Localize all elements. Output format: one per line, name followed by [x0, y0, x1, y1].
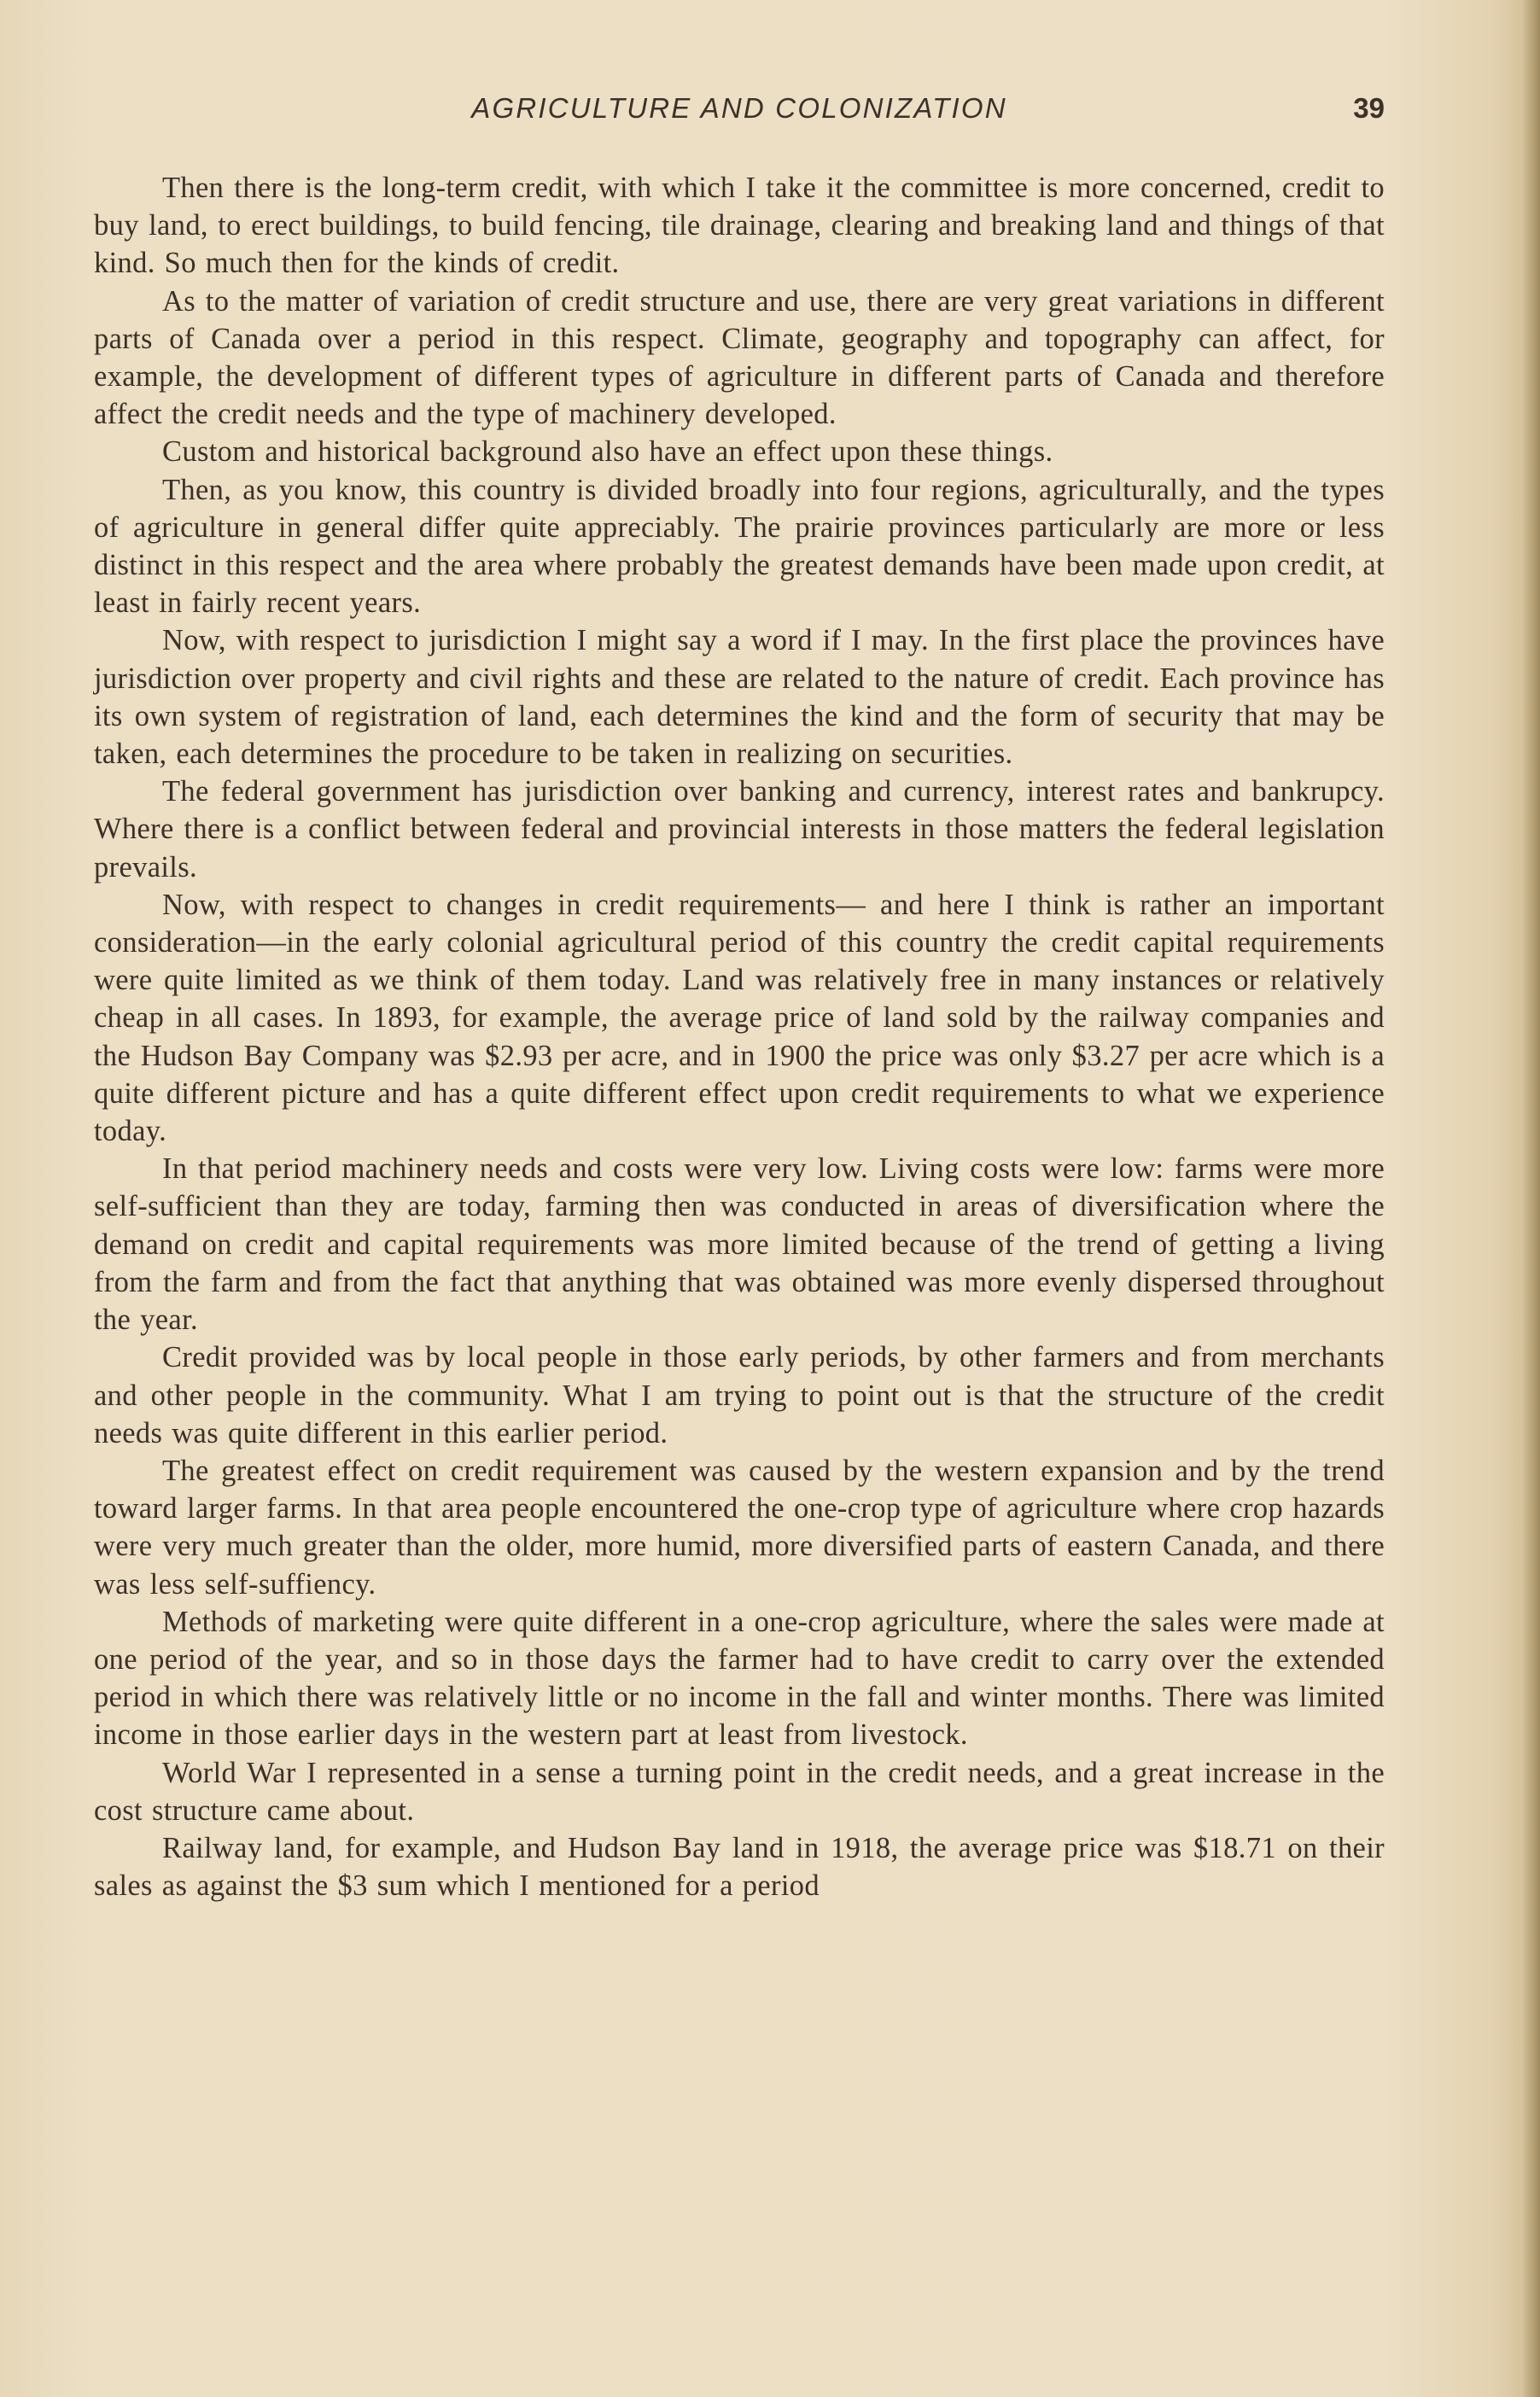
- paragraph: The greatest effect on credit requirement was caused by the western expansion and by the trend toward larger farms. In that area people encountered the one-crop type of agriculture where crop hazards were very much greater than the older, more humid, more diversified parts of eastern Canada, and there was less self-suffiency.: [94, 1454, 1385, 1601]
- page-header: [94, 92, 1385, 135]
- running-title: AGRICULTURE AND COLONIZATION: [471, 92, 1007, 124]
- paragraph: Now, with respect to changes in credit requirements— and here I think is rather an important consideration—in the early colonial agricultural period of this country the credit capital requirements were quite limited as we think of them today. Land was relatively free in many instances or relatively cheap in all cases. In 1893, for example, the average price of land sold by the railway companies and the Hudson Bay Company was $2.93 per acre, and in 1900 the price was only $3.27 per acre which is a quite different picture and has a quite different effect upon credit requirements to what we experience today.: [94, 888, 1385, 1148]
- paragraph: Custom and historical background also have an effect upon these things.: [162, 435, 1053, 469]
- paragraph: As to the matter of variation of credit structure and use, there are very great variations in different parts of Canada over a period in this respect. Climate, geography and topography can affect, for example, the development of different types of agriculture in different parts of Canada and therefore affect the credit needs and the type of machinery developed.: [94, 284, 1385, 431]
- paragraph: The federal government has jurisdiction over banking and currency, interest rates and bankrupcy. Where there is a conflict between federal and provincial interests in those matters the federal legislation prevails.: [94, 775, 1385, 884]
- page-edge-shadow: [1521, 0, 1540, 2397]
- page-number: 39: [1353, 92, 1385, 124]
- paragraph: Then, as you know, this country is divided broadly into four regions, agriculturally, and the types of agriculture in general differ quite appreciably. The prairie provinces particularly are more or less distinct in this respect and the area where probably the greatest demands have been made upon credit, at least in fairly recent years.: [94, 473, 1385, 620]
- body-text: [94, 169, 1385, 1904]
- paragraph: Then there is the long-term credit, with which I take it the committee is more concerned, credit to buy land, to erect buildings, to build fencing, tile drainage, clearing and breaking land and things of that kind. So much then for the kinds of credit.: [94, 172, 1385, 280]
- paragraph: Now, with respect to jurisdiction I might say a word if I may. In the first place the provinces have jurisdiction over property and civil rights and these are related to the nature of credit. Each province has its own system of registration of land, each determines the kind and the form of security that may be taken, each determines the procedure to be taken in realizing on securities.: [94, 624, 1385, 771]
- paragraph: World War I represented in a sense a turning point in the credit needs, and a great increase in the cost structure came about.: [94, 1756, 1385, 1827]
- paragraph: Credit provided was by local people in those early periods, by other farmers and from merchants and other people in the community. What I am trying to point out is that the structure of the credit needs was quite different in this earlier period.: [94, 1341, 1385, 1449]
- paragraph: Methods of marketing were quite different in a one-crop agriculture, where the sales were made at one period of the year, and so in those days the farmer had to have credit to carry over the extended period in which there was relatively little or no income in the fall and winter months. There was limited income in those earlier days in the western part at least from livestock.: [94, 1605, 1385, 1752]
- paragraph: In that period machinery needs and costs were very low. Living costs were low: farms were more self-sufficient than they are today, farming then was conducted in areas of diversification where the demand on credit and capital requirements was more limited because of the trend of getting a living from the farm and from the fact that anything that was obtained was more evenly dispersed throughout the year.: [94, 1152, 1385, 1337]
- paragraph: Railway land, for example, and Hudson Bay land in 1918, the average price was $18.71 on their sales as against the $3 sum which I mentioned for a period: [94, 1831, 1385, 1903]
